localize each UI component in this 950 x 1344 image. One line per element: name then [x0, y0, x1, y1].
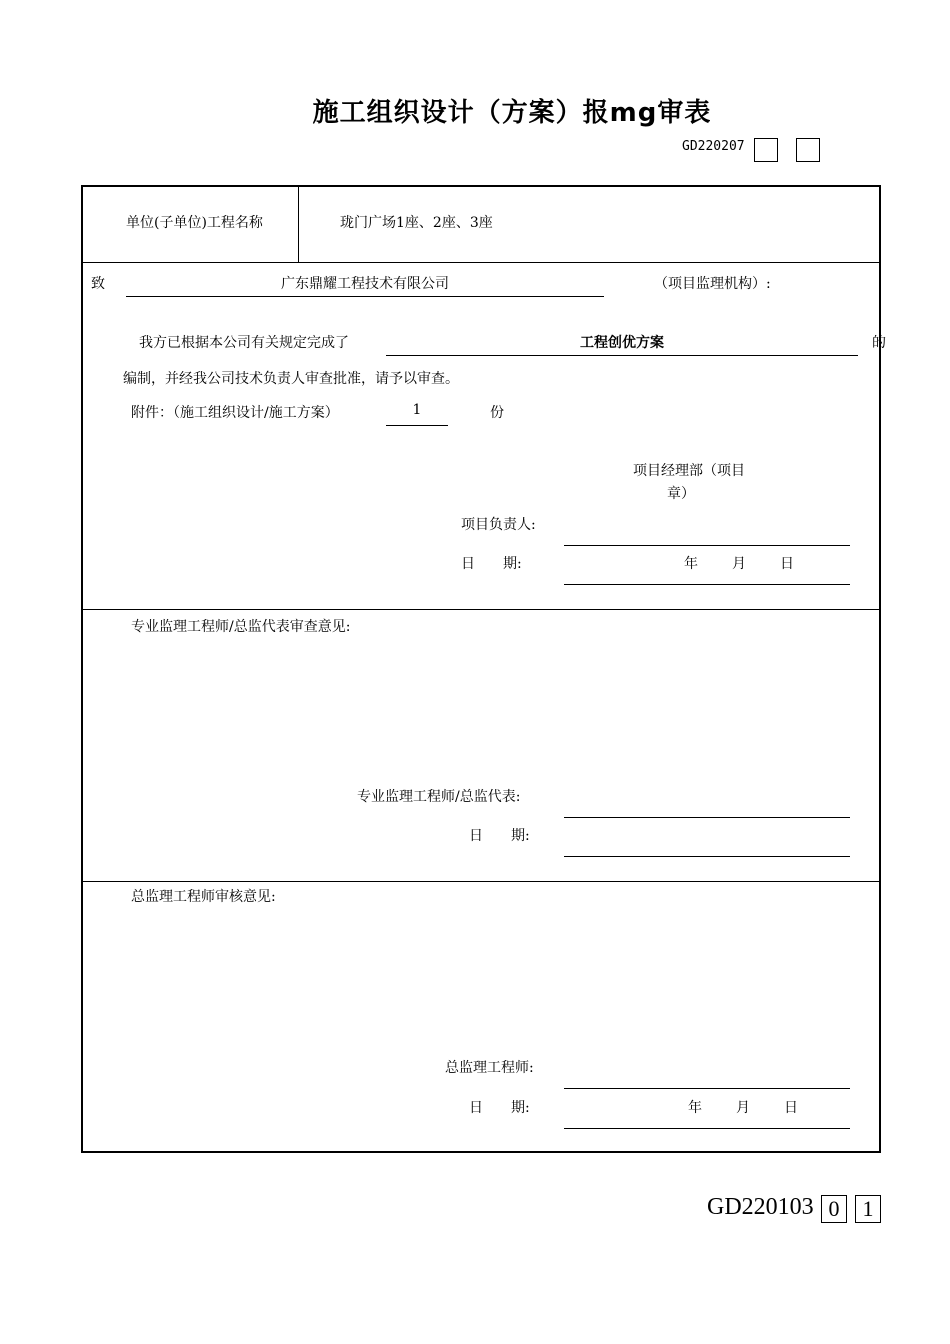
plan-underline: [386, 355, 858, 356]
chief-date-line[interactable]: [564, 1128, 850, 1129]
form-frame: [81, 185, 881, 1153]
form-code: GD220207: [682, 139, 745, 154]
bottom-code-digit-2[interactable]: 1: [855, 1195, 881, 1223]
bottom-form-code: GD220103: [707, 1194, 814, 1220]
stamp-label-2: 章）: [667, 486, 695, 502]
contractor-date-line[interactable]: [564, 584, 850, 585]
chief-year: 年: [688, 1100, 702, 1116]
submission-text-suffix: 的: [872, 335, 886, 351]
stamp-label-1: 项目经理部（项目: [633, 463, 745, 479]
chief-month: 月: [736, 1100, 750, 1116]
attachment-label: 附件：（施工组织设计/施工方案）: [131, 405, 339, 421]
contractor-month: 月: [732, 556, 746, 572]
chief-date-label: 日 期:: [469, 1100, 530, 1116]
section-divider-3: [82, 881, 880, 882]
page-title: 施工组织设计（方案）报mg审表: [312, 98, 712, 128]
to-prefix: 致: [91, 276, 105, 292]
plan-name[interactable]: 工程创优方案: [580, 335, 664, 351]
project-name-value[interactable]: 珑门广场1座、2座、3座: [340, 215, 493, 231]
chief-opinion-label: 总监理工程师审核意见:: [131, 889, 276, 905]
chief-sign-label: 总监理工程师:: [445, 1060, 534, 1076]
specialist-sign-line[interactable]: [564, 817, 850, 818]
chief-sign-line[interactable]: [564, 1088, 850, 1089]
specialist-opinion-label: 专业监理工程师/总监代表审查意见:: [131, 619, 351, 635]
section-divider-1: [82, 262, 880, 263]
submission-text-2: 编制，并经我公司技术负责人审查批准，请予以审查。: [123, 371, 459, 387]
header-divider: [298, 186, 299, 262]
code-checkbox-2[interactable]: [796, 138, 820, 162]
org-underline: [126, 296, 604, 297]
bottom-code-digit-1[interactable]: 0: [821, 1195, 847, 1223]
contractor-year: 年: [684, 556, 698, 572]
contractor-day: 日: [780, 556, 794, 572]
chief-day: 日: [784, 1100, 798, 1116]
section-divider-2: [82, 609, 880, 610]
attachment-count[interactable]: 1: [412, 402, 422, 418]
contractor-date-label: 日 期:: [461, 556, 522, 572]
specialist-date-line[interactable]: [564, 856, 850, 857]
project-name-label: 单位(子单位)工程名称: [126, 215, 263, 231]
to-suffix: （项目监理机构）:: [654, 276, 771, 292]
submission-text-1: 我方已根据本公司有关规定完成了: [139, 335, 349, 351]
specialist-date-label: 日 期:: [469, 828, 530, 844]
leader-sign-line[interactable]: [564, 545, 850, 546]
specialist-sign-label: 专业监理工程师/总监代表:: [357, 789, 521, 805]
attachment-unit: 份: [490, 405, 504, 421]
code-checkbox-1[interactable]: [754, 138, 778, 162]
supervision-org[interactable]: 广东鼎耀工程技术有限公司: [281, 276, 449, 292]
attachment-underline: [386, 425, 448, 426]
project-leader-label: 项目负责人:: [461, 517, 536, 533]
